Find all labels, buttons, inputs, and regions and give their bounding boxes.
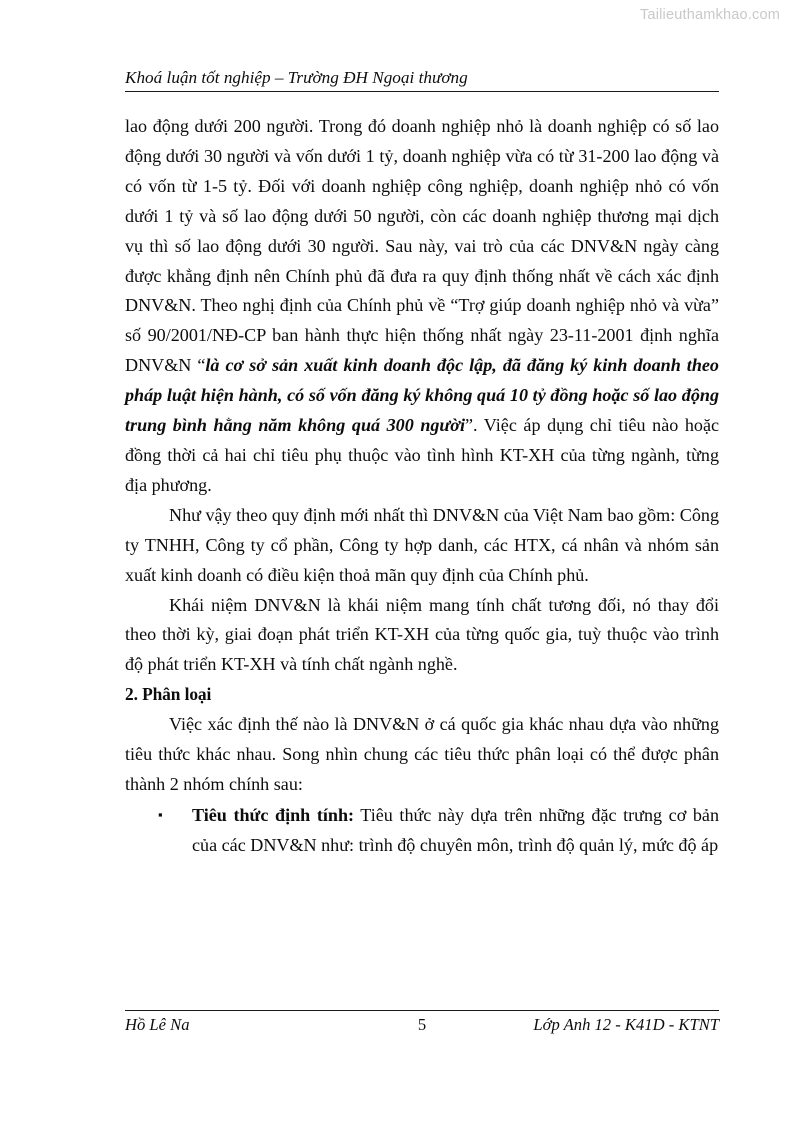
list-item xyxy=(125,800,719,861)
page-content-column xyxy=(125,0,719,1123)
paragraph-4-run-1: Việc xác định thế nào là DNV&N ở cá quốc gia khác nhau dựa vào những tiêu thức khác nhau. Song nhìn chung các tiêu thức phân loại có thể được phân thành 2 nhóm chính sau: xyxy=(125,714,719,794)
paragraph-2 xyxy=(125,501,719,591)
footer-class-info: Lớp Anh 12 - K41D - KTNT xyxy=(533,1015,719,1034)
footer-row xyxy=(125,1015,719,1041)
paragraph-1 xyxy=(125,112,719,501)
header-rule xyxy=(125,91,719,92)
footer-rule xyxy=(125,1010,719,1011)
paragraph-3 xyxy=(125,591,719,681)
page-footer xyxy=(125,1010,719,1041)
bullet-body-text: Tiêu thức này dựa trên những đặc trưng cơ bản của các DNV&N như: trình độ chuyên môn, trình độ quản lý, mức độ áp xyxy=(192,804,719,855)
section-heading-2-phan-loai: 2. Phân loại xyxy=(125,684,212,705)
footer-author: Hồ Lê Na xyxy=(125,1015,190,1034)
paragraph-3-run-1: Khái niệm DNV&N là khái niệm mang tính chất tương đối, nó thay đổi theo thời kỳ, giai đoạn phát triển KT-XH của từng quốc gia, tuỳ thuộc vào trình độ phát triển KT-XH và tính chất ngành nghề. xyxy=(125,594,719,675)
running-header xyxy=(125,68,719,92)
footer-page-number: 5 xyxy=(417,1015,427,1034)
running-header-text: Khoá luận tốt nghiệp – Trường ĐH Ngoại thương xyxy=(125,68,468,87)
site-watermark: Tailieuthamkhao.com xyxy=(639,7,780,23)
paragraph-1-run-1: lao động dưới 200 người. Trong đó doanh nghiệp nhỏ là doanh nghiệp có số lao động dưới 30 người và vốn dưới 1 tỷ, doanh nghiệp vừa có từ 31-200 lao động và có vốn từ 1-5 tỷ. Đối với doanh nghiệp công nghiệp, doanh nghiệp nhỏ có vốn dưới 1 tỷ và số lao động dưới 50 người, còn các doanh nghiệp thương mại dịch vụ thì số lao động dưới 30 người. Sau này, vai trò của các DNV&N ngày càng được khẳng định nên Chính phủ đã đưa ra quy định thống nhất về cách xác định DNV&N. Theo nghị định của Chính phủ về “Trợ giúp doanh nghiệp nhỏ và vừa” số 90/2001/NĐ-CP ban hành thực hiện thống nhất ngày 23-11-2001 định nghĩa DNV&N “ xyxy=(125,116,719,376)
paragraph-1-quote-bold-italic: là cơ sở sản xuất kinh doanh độc lập, đã đăng ký kinh doanh theo pháp luật hiện hành, có số vốn đăng ký không quá 10 tỷ đồng hoặc số lao động trung bình hằng năm không quá 300 người xyxy=(125,355,719,436)
body-text xyxy=(125,112,719,861)
square-bullet-icon: ▪ xyxy=(158,806,163,822)
criteria-bullet-list xyxy=(125,800,719,861)
bullet-lead-label: Tiêu thức định tính: xyxy=(192,804,355,825)
paragraph-1-run-3: ”. Việc áp dụng chỉ tiêu nào hoặc đồng thời cả hai chỉ tiêu phụ thuộc vào tình hình KT-XH của từng ngành, từng địa phương. xyxy=(125,415,719,495)
paragraph-4 xyxy=(125,710,719,800)
paragraph-2-run-1: Như vậy theo quy định mới nhất thì DNV&N của Việt Nam bao gồm: Công ty TNHH, Công ty cổ phần, Công ty hợp danh, các HTX, cá nhân và nhóm sản xuất kinh doanh có điều kiện thoả mãn quy định của Chính phủ. xyxy=(125,504,719,585)
